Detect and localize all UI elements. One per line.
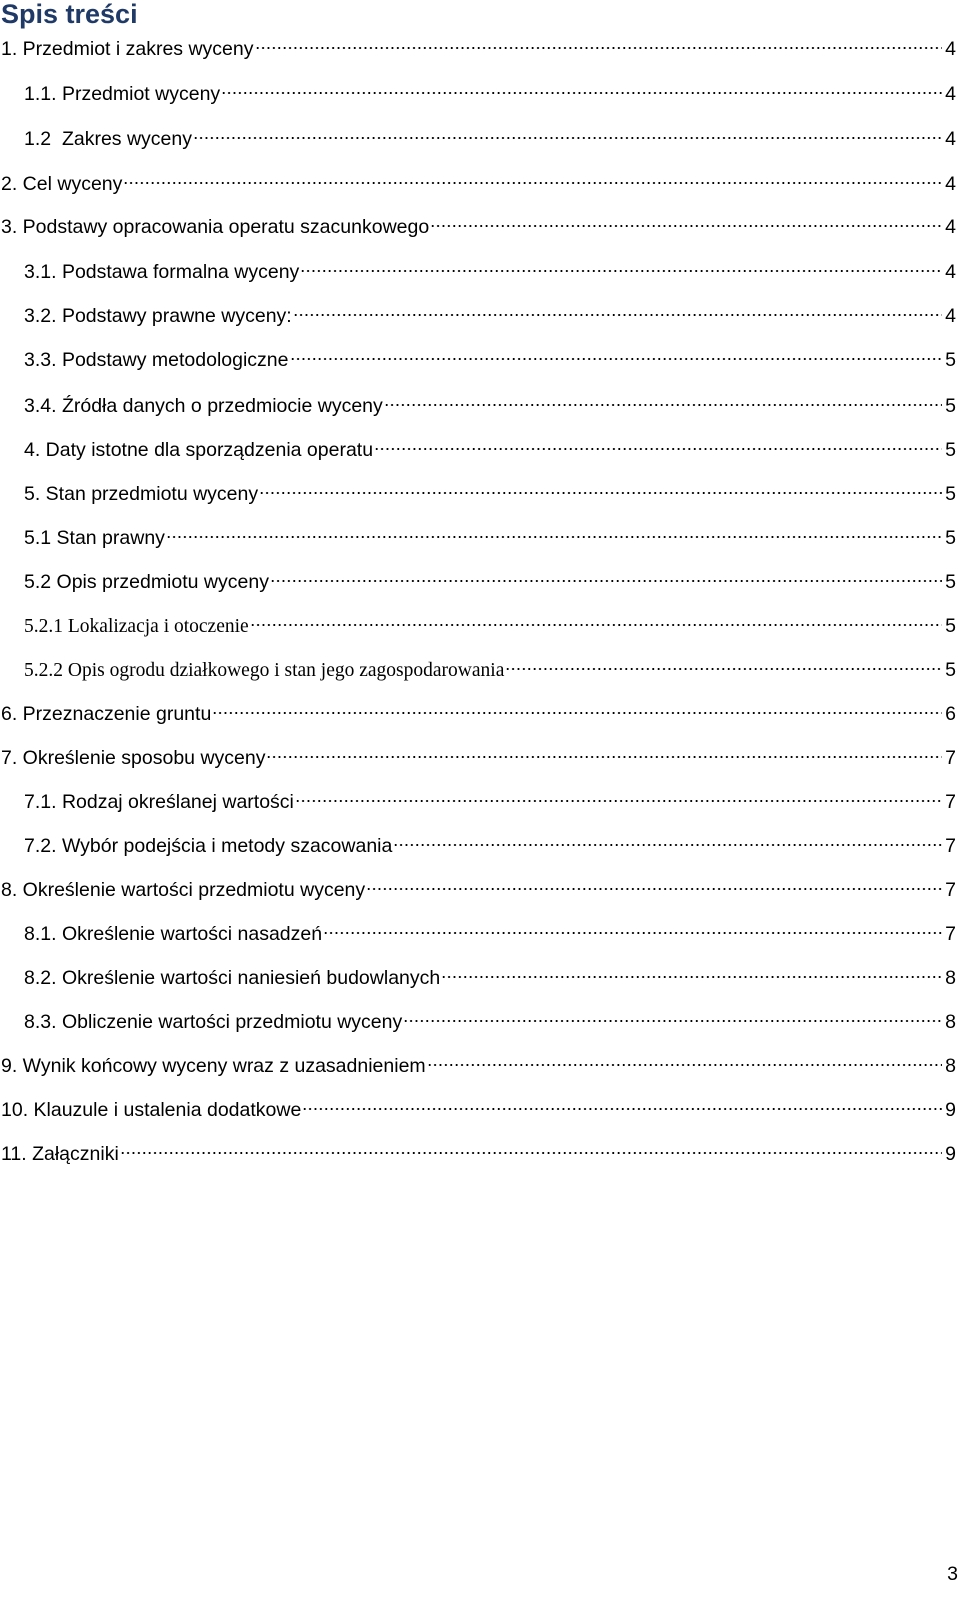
toc-entry[interactable]: [24, 655, 956, 685]
toc-entry[interactable]: [24, 79, 956, 109]
toc-entry[interactable]: [24, 345, 956, 375]
toc-entry-label: 10. Klauzule i ustalenia dodatkowe: [1, 1099, 302, 1121]
toc-entry-page: 9: [945, 1143, 956, 1165]
toc-dot-leader: [221, 91, 942, 95]
toc-entry[interactable]: [1, 875, 956, 905]
toc-dot-leader: [295, 799, 942, 803]
toc-dot-leader: [255, 46, 943, 50]
toc-dot-leader: [270, 579, 942, 583]
toc-entry[interactable]: [24, 479, 956, 509]
toc-entry-page: 7: [945, 879, 956, 901]
toc-dot-leader: [300, 269, 942, 273]
toc-entry-label: 3.4. Źródła danych o przedmiocie wyceny: [24, 395, 383, 417]
toc-dot-leader: [441, 975, 942, 979]
toc-entry-label: 8.1. Określenie wartości nasadzeń: [24, 923, 323, 945]
toc-entry-page: 7: [945, 835, 956, 857]
toc-entry-page: 4: [945, 305, 956, 327]
toc-entry-page: 5: [945, 527, 956, 549]
toc-entry[interactable]: [1, 212, 956, 242]
toc-entry-page: 5: [945, 349, 956, 371]
toc-dot-leader: [166, 535, 942, 539]
toc-dot-leader: [323, 931, 942, 935]
toc-dot-leader: [302, 1107, 942, 1111]
toc-dot-leader: [393, 843, 942, 847]
toc-entry-label: 2. Cel wyceny: [1, 173, 123, 195]
toc-entry[interactable]: [24, 919, 956, 949]
toc-heading: Spis treści: [1, 0, 138, 29]
toc-entry[interactable]: [24, 611, 956, 641]
toc-entry-page: 5: [945, 439, 956, 461]
toc-entry[interactable]: [1, 1051, 956, 1081]
toc-entry-label: 3. Podstawy opracowania operatu szacunkowego: [1, 216, 430, 238]
toc-entry[interactable]: [24, 523, 956, 553]
toc-dot-leader: [250, 623, 942, 627]
toc-entry[interactable]: [24, 391, 956, 421]
toc-entry[interactable]: [1, 699, 956, 729]
toc-entry-label: 1.2 Zakres wyceny: [24, 128, 192, 150]
toc-entry-label: 3.1. Podstawa formalna wyceny: [24, 261, 300, 283]
toc-entry-page: 5: [945, 395, 956, 417]
toc-entry[interactable]: [24, 787, 956, 817]
toc-entry-page: 4: [945, 128, 956, 150]
toc-entry-page: 7: [945, 791, 956, 813]
toc-entry[interactable]: [24, 301, 956, 331]
toc-entry[interactable]: [1, 1095, 956, 1125]
toc-entry[interactable]: [24, 567, 956, 597]
toc-dot-leader: [120, 1151, 942, 1155]
toc-entry-label: 8.2. Określenie wartości naniesień budowlanych: [24, 967, 441, 989]
toc-dot-leader: [430, 224, 942, 228]
toc-entry-label: 5. Stan przedmiotu wyceny: [24, 483, 259, 505]
toc-entry[interactable]: [1, 743, 956, 773]
toc-dot-leader: [384, 403, 942, 407]
toc-entry-label: 8.3. Obliczenie wartości przedmiotu wyceny: [24, 1011, 403, 1033]
toc-entry-page: 8: [945, 967, 956, 989]
toc-entry-label: 11. Załączniki: [1, 1143, 119, 1165]
toc-entry-page: 4: [945, 38, 956, 60]
toc-entry-label: 5.2.1 Lokalizacja i otoczenie: [24, 616, 249, 637]
toc-entry-label: 1.1. Przedmiot wyceny: [24, 83, 221, 105]
toc-entry-page: 9: [945, 1099, 956, 1121]
toc-entry-page: 8: [945, 1011, 956, 1033]
page-number: 3: [947, 1563, 958, 1585]
toc-dot-leader: [212, 711, 942, 715]
toc-entry[interactable]: [24, 257, 956, 287]
toc-entry-label: 7.1. Rodzaj określanej wartości: [24, 791, 294, 813]
toc-dot-leader: [505, 667, 942, 671]
toc-entry-label: 7. Określenie sposobu wyceny: [1, 747, 266, 769]
toc-dot-leader: [427, 1063, 942, 1067]
toc-entry-page: 7: [945, 923, 956, 945]
toc-entry-page: 5: [945, 659, 956, 681]
toc-entry[interactable]: [24, 435, 956, 465]
toc-dot-leader: [293, 313, 942, 317]
toc-entry[interactable]: [1, 169, 956, 199]
toc-dot-leader: [123, 181, 942, 185]
toc-entry[interactable]: [24, 1007, 956, 1037]
toc-dot-leader: [374, 447, 942, 451]
toc-entry-page: 5: [945, 615, 956, 637]
toc-entry[interactable]: [24, 831, 956, 861]
toc-entry-page: 7: [945, 747, 956, 769]
toc-entry-label: 8. Określenie wartości przedmiotu wyceny: [1, 879, 366, 901]
toc-entry-label: 5.2.2 Opis ogrodu działkowego i stan jego zagospodarowania: [24, 660, 505, 681]
toc-entry-page: 4: [945, 173, 956, 195]
toc-entry-page: 4: [945, 261, 956, 283]
toc-dot-leader: [193, 136, 942, 140]
toc-dot-leader: [366, 887, 942, 891]
toc-entry-label: 3.2. Podstawy prawne wyceny:: [24, 305, 292, 327]
toc-entry-label: 5.2 Opis przedmiotu wyceny: [24, 571, 269, 593]
toc-entry-page: 5: [945, 571, 956, 593]
toc-dot-leader: [403, 1019, 942, 1023]
toc-entry-page: 4: [945, 216, 956, 238]
toc-entry-page: 5: [945, 483, 956, 505]
toc-entry-page: 8: [945, 1055, 956, 1077]
toc-entry-label: 1. Przedmiot i zakres wyceny: [1, 38, 254, 60]
toc-entry-label: 5.1 Stan prawny: [24, 527, 165, 549]
toc-entry-page: 6: [945, 703, 956, 725]
toc-dot-leader: [259, 491, 942, 495]
toc-entry-label: 9. Wynik końcowy wyceny wraz z uzasadnieniem: [1, 1055, 426, 1077]
toc-entry-label: 4. Daty istotne dla sporządzenia operatu: [24, 439, 374, 461]
toc-entry-label: 3.3. Podstawy metodologiczne: [24, 349, 289, 371]
toc-entry[interactable]: [24, 124, 956, 154]
toc-entry-label: 7.2. Wybór podejścia i metody szacowania: [24, 835, 393, 857]
toc-entry-label: 6. Przeznaczenie gruntu: [1, 703, 212, 725]
toc-dot-leader: [290, 357, 943, 361]
toc-entry[interactable]: [24, 963, 956, 993]
toc-dot-leader: [266, 755, 942, 759]
toc-entry[interactable]: [1, 34, 956, 64]
toc-entry-page: 4: [945, 83, 956, 105]
toc-entry[interactable]: [1, 1139, 956, 1169]
